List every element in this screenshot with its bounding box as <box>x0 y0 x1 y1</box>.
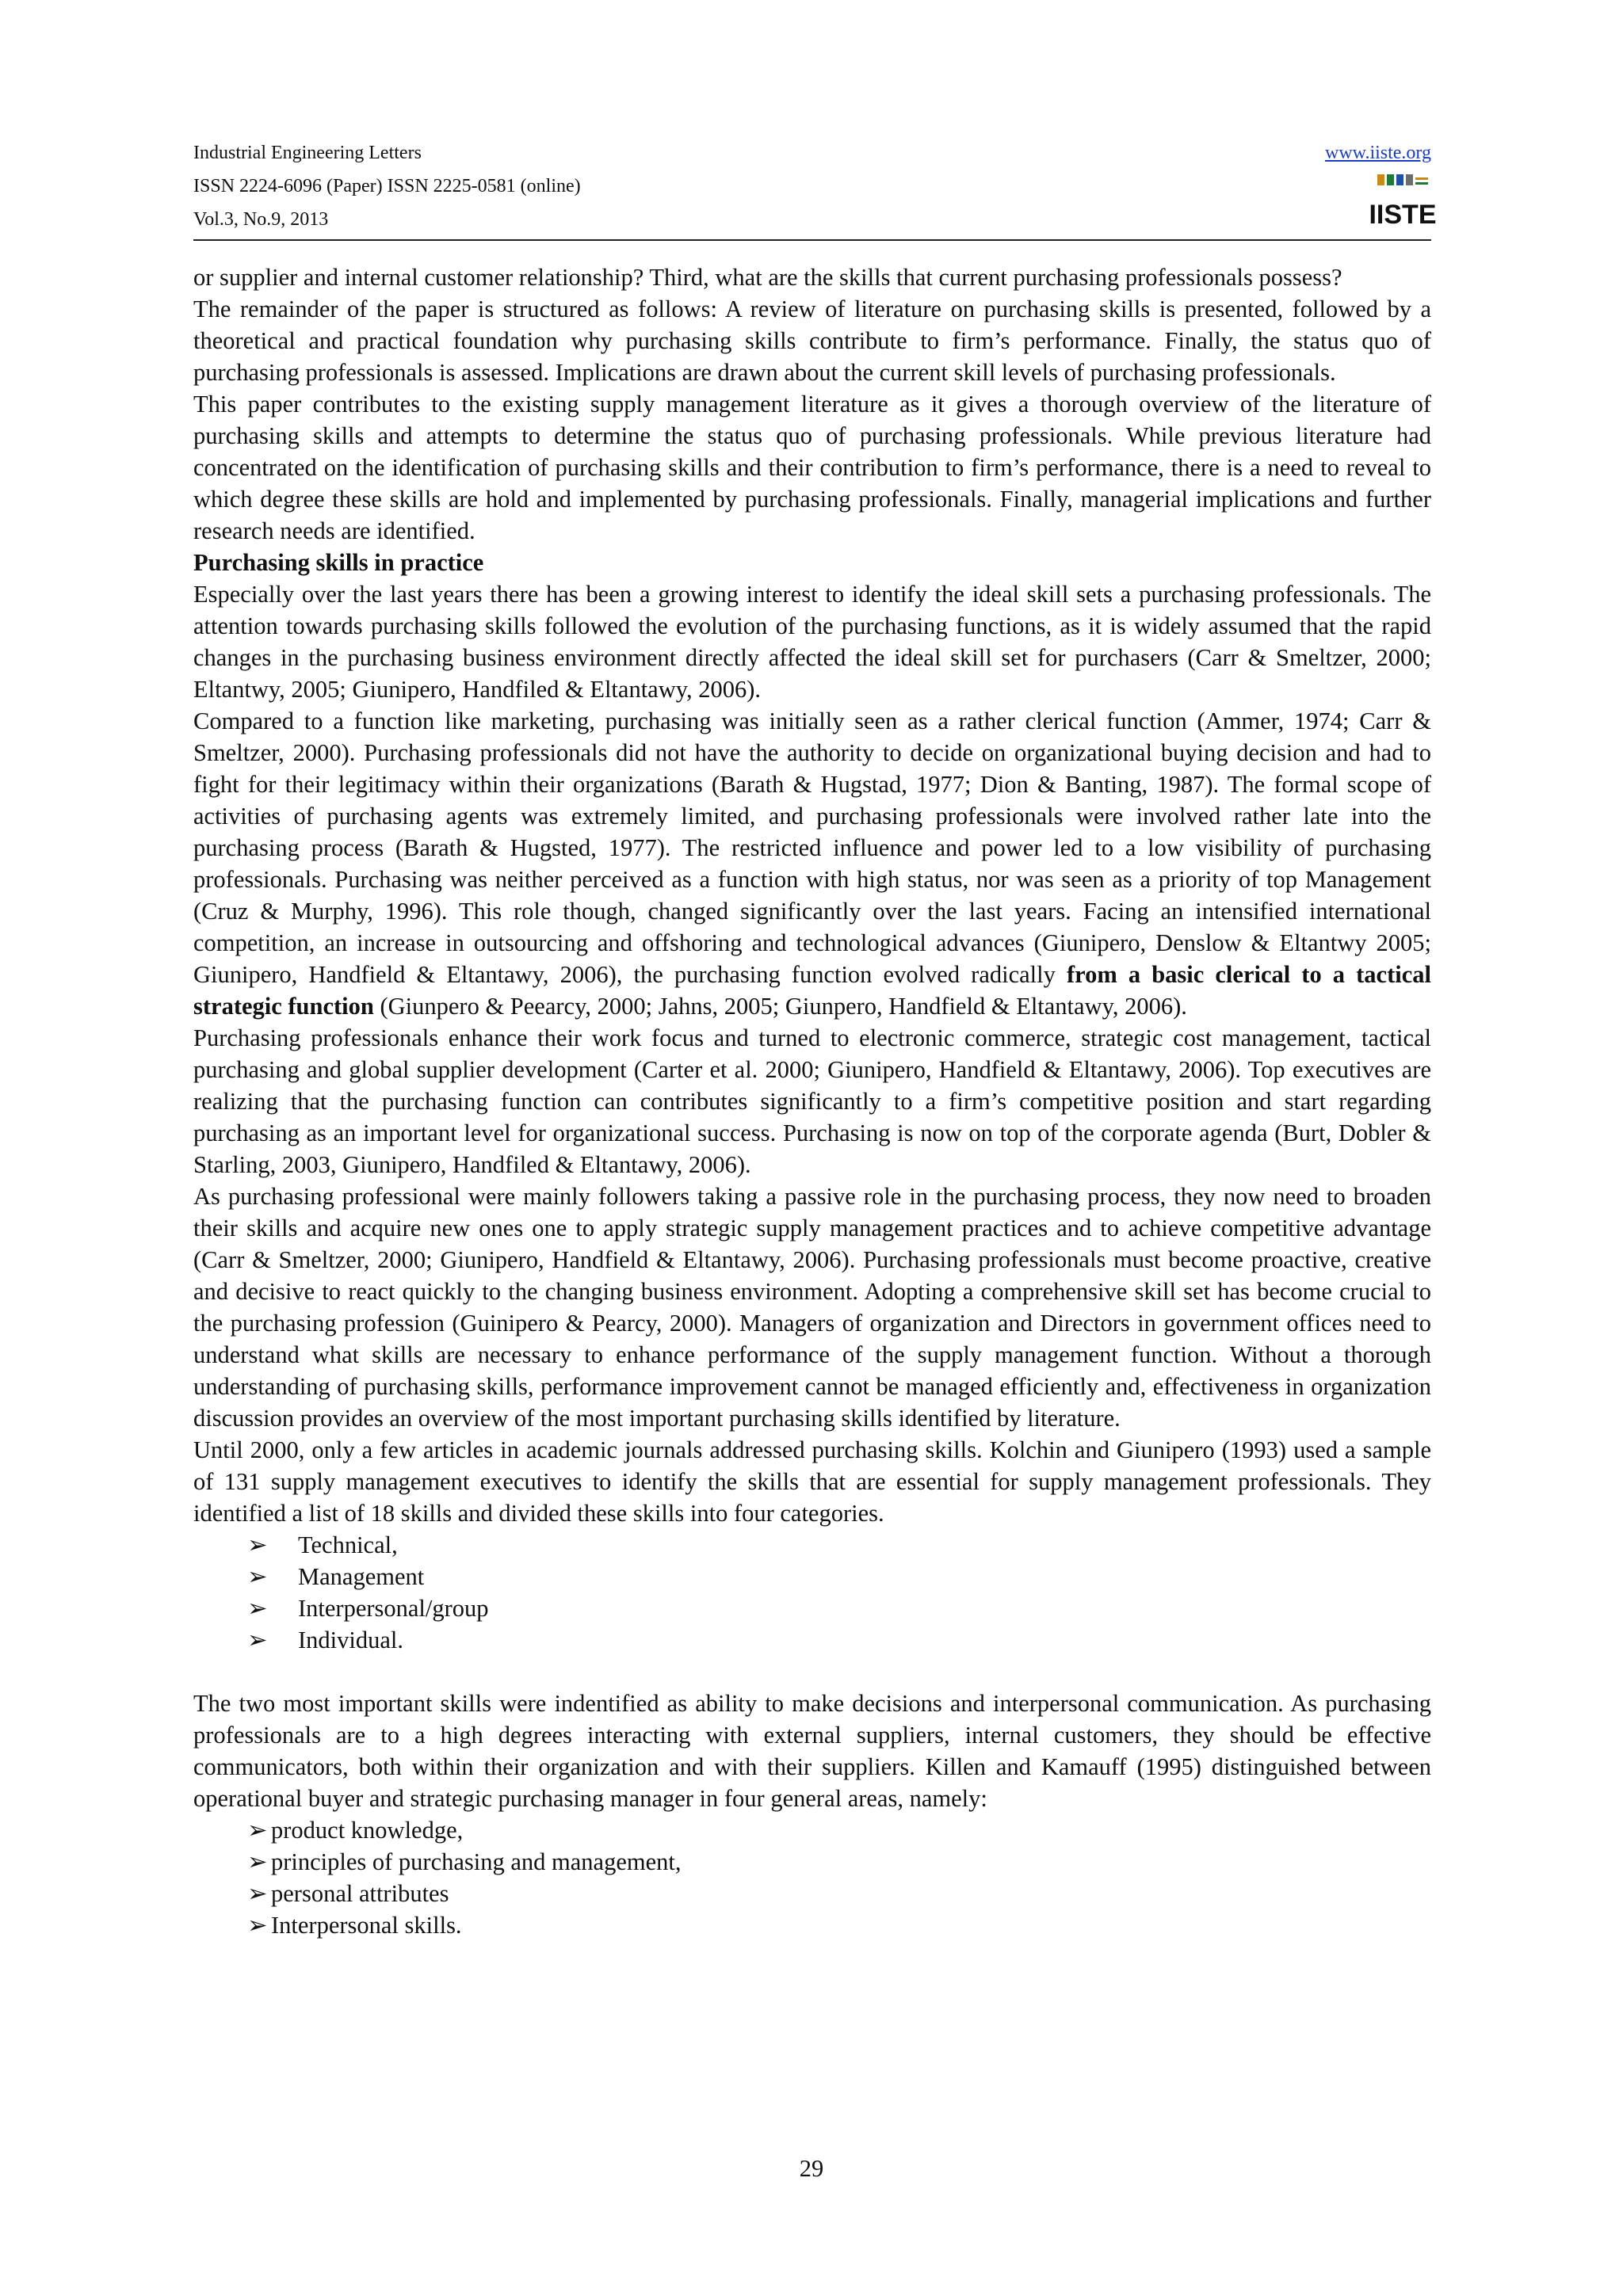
paragraph-9: The two most important skills were indentified as ability to make decisions and interpersonal communication. As purchasing professionals are to a high degrees interacting with external suppliers, internal customers, they should be effective communicators, both within their organization and with their suppliers. Killen and Kamauff (1995) distinguished between operational buyer and strategic purchasing manager in four general areas, namely: <box>193 1690 1431 1812</box>
header-info <box>193 136 581 236</box>
page-header <box>193 136 1437 241</box>
list-item: ➢ Individual. <box>247 1624 1431 1656</box>
list-item: ➢ personal attributes <box>247 1878 1431 1909</box>
list-item: ➢ Technical, <box>247 1529 1431 1561</box>
paragraph-5-end: (Giunpero & Peearcy, 2000; Jahns, 2005; Giunpero, Handfield & Eltantawy, 2006). <box>373 993 1187 1020</box>
list-item: ➢ Management <box>247 1561 1431 1592</box>
paragraph-3: This paper contributes to the existing supply management literature as it gives a thorough overview of the literature of purchasing skills and attempts to determine the status quo of purchasing professionals. While previous literature had concentrated on the identification of purchasing skills and their contribution to firm’s performance, there is a need to reveal to which degree these skills are hold and implemented by purchasing professionals. Finally, managerial implications and further research needs are identified. <box>193 391 1431 544</box>
paragraph-5 <box>193 705 1431 1022</box>
arrow-bullet-icon: ➢ <box>247 1817 268 1844</box>
spacer <box>193 1656 1431 1688</box>
arrow-bullet-icon: ➢ <box>247 1531 268 1558</box>
volume-line: Vol.3, No.9, 2013 <box>193 209 329 230</box>
journal-name: Industrial Engineering Letters <box>193 143 422 163</box>
list-item: ➢ product knowledge, <box>247 1814 1431 1846</box>
section-heading: Purchasing skills in practice <box>193 549 484 576</box>
arrow-bullet-icon: ➢ <box>247 1848 268 1875</box>
journal-url-link[interactable]: www.iiste.org <box>1325 143 1431 163</box>
paragraph-1: or supplier and internal customer relationship? Third, what are the skills that current purchasing professionals possess? <box>193 264 1342 291</box>
list-item: ➢ Interpersonal/group <box>247 1592 1431 1624</box>
article-body <box>193 261 1431 1941</box>
issn-line: ISSN 2224-6096 (Paper) ISSN 2225-0581 (online) <box>193 176 581 196</box>
general-areas-list <box>193 1814 1431 1941</box>
arrow-bullet-icon: ➢ <box>247 1880 268 1907</box>
paragraph-8: Until 2000, only a few articles in academic journals addressed purchasing skills. Kolchin and Giunipero (1993) used a sample of 131 supply management executives to identify the skills that are essential for supply management professionals. They identified a list of 18 skills and divided these skills into four categories. <box>193 1436 1431 1527</box>
page-number: 29 <box>799 2155 824 2182</box>
paragraph-2: The remainder of the paper is structured as follows: A review of literature on purchasing skills is presented, followed by a theoretical and practical foundation why purchasing skills contribute to firm’s performance. Finally, the status quo of purchasing professionals is assessed. Implications are drawn about the current skill levels of purchasing professionals. <box>193 296 1431 386</box>
skill-category-list <box>193 1529 1431 1656</box>
arrow-bullet-icon: ➢ <box>247 1627 268 1653</box>
list-item: ➢ Interpersonal skills. <box>247 1909 1431 1941</box>
logo-text: IISTE <box>1369 200 1437 230</box>
paragraph-5-text: Compared to a function like marketing, purchasing was initially seen as a rather clerical function (Ammer, 1974; Carr & Smeltzer, 2000). Purchasing professionals did not have the authority to decide on organizational buying decision and had to fight for their legitimacy within their organizations (Barath & Hugstad, 1977; Dion & Banting, 1987). The formal scope of activities of purchasing agents was extremely limited, and purchasing professionals were involved rather late into the purchasing process (Barath & Hugsted, 1977). The restricted influence and power led to a low visibility of purchasing professionals. Purchasing was neither perceived as a function with high status, nor was seen as a priority of top Management (Cruz & Murphy, 1996). This role though, changed significantly over the last years. Facing an intensified international competition, an increase in outsourcing and offshoring and technological advances (Giunipero, Denslow & Eltantwy 2005; Giunipero, Handfield & Eltantawy, 2006), the purchasing function evolved radically <box>193 707 1431 988</box>
arrow-bullet-icon: ➢ <box>247 1563 268 1590</box>
list-item: ➢ principles of purchasing and management, <box>247 1846 1431 1878</box>
paragraph-6: Purchasing professionals enhance their work focus and turned to electronic commerce, strategic cost management, tactical purchasing and global supplier development (Carter et al. 2000; Giunipero, Handfield & Eltantawy, 2006). Top executives are realizing that the purchasing function can contributes significantly to a firm’s competitive position and start regarding purchasing as an important level for organizational success. Purchasing is now on top of the corporate agenda (Burt, Dobler & Starling, 2003, Giunipero, Handfiled & Eltantawy, 2006). <box>193 1024 1431 1178</box>
paragraph-4: Especially over the last years there has been a growing interest to identify the ideal skill sets a purchasing professionals. The attention towards purchasing skills followed the evolution of the purchasing functions, as it is widely assumed that the rapid changes in the purchasing business environment directly affected the ideal skill set for purchasers (Carr & Smeltzer, 2000; Eltantwy, 2005; Giunipero, Handfiled & Eltantawy, 2006). <box>193 581 1431 703</box>
paragraph-5-bold: from a basic clerical to a tactical strategic function <box>193 961 1431 1020</box>
arrow-bullet-icon: ➢ <box>247 1912 268 1939</box>
paragraph-7: As purchasing professional were mainly followers taking a passive role in the purchasing process, they now need to broaden their skills and acquire new ones one to apply strategic supply management practices and to achieve competitive advantage (Carr & Smeltzer, 2000; Giunipero, Handfield & Eltantawy, 2006). Purchasing professionals must become proactive, creative and decisive to react quickly to the changing business environment. Adopting a comprehensive skill set has become crucial to the purchasing profession (Guinipero & Pearcy, 2000). Managers of organization and Directors in government offices need to understand what skills are necessary to enhance performance of the supply management function. Without a thorough understanding of purchasing skills, performance improvement cannot be managed efficiently and, effectiveness in organization discussion provides an overview of the most important purchasing skills identified by literature. <box>193 1183 1431 1432</box>
iiste-logo <box>1369 171 1437 233</box>
arrow-bullet-icon: ➢ <box>247 1595 268 1622</box>
